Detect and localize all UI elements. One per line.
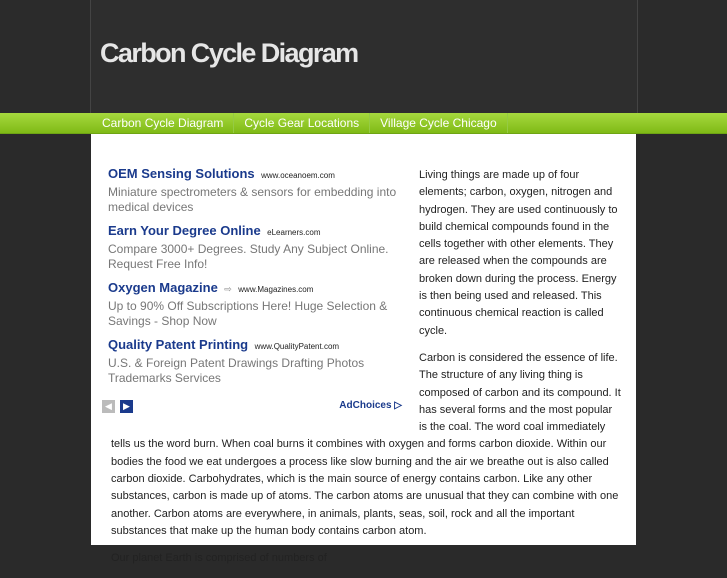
ad-next-arrow-icon[interactable]: ▶ <box>120 400 133 413</box>
content-area <box>91 134 636 565</box>
ad-title-link[interactable]: Quality Patent Printing <box>108 337 249 352</box>
article-paragraph: Our planet Earth is comprised of numbers of <box>111 552 327 565</box>
ad-description[interactable]: Compare 3000+ Degrees. Study Any Subject Online. Request Free Info! <box>108 242 389 271</box>
article-paragraph: Living things are made up of four elements; carbon, oxygen, nitrogen and hydrogen. They are used continuously to build chemical compounds found in the cells together with other elements. They are released when the compounds are broken down during the process. Energy is then being used and released. This continuous chemical reaction is called cycle. <box>419 169 618 337</box>
ad-title-link[interactable]: Earn Your Degree Online <box>108 223 261 238</box>
ad-float-spacer <box>111 167 419 425</box>
site-title[interactable]: Carbon Cycle Diagram <box>100 38 358 68</box>
nav-list <box>92 113 508 133</box>
ad-domain[interactable]: www.Magazines.com <box>238 285 314 294</box>
header <box>0 0 727 113</box>
ad-prev-arrow-icon[interactable]: ◀ <box>102 400 115 413</box>
ad-domain[interactable]: www.QualityPatent.com <box>254 342 340 351</box>
ad-domain[interactable]: eLearners.com <box>267 228 321 237</box>
ad-description[interactable]: U.S. & Foreign Patent Drawings Drafting Photos Trademarks Services <box>108 356 365 385</box>
ad-description[interactable]: Miniature spectrometers & sensors for embedding into medical devices <box>108 185 397 214</box>
nav-bar <box>0 113 727 134</box>
ad-title-link[interactable]: OEM Sensing Solutions <box>108 166 255 181</box>
ad-description[interactable]: Up to 90% Off Subscriptions Here! Huge Selection & Savings - Shop Now <box>108 299 388 328</box>
ad-title-link[interactable]: Oxygen Magazine <box>108 280 218 295</box>
article-body <box>111 167 623 578</box>
nav-item-cycle-gear-locations[interactable]: Cycle Gear Locations <box>234 113 370 133</box>
nav-item-village-cycle-chicago[interactable]: Village Cycle Chicago <box>370 113 508 133</box>
ad-domain[interactable]: www.oceanoem.com <box>261 171 335 180</box>
article-paragraph: Carbon is considered the essence of life. The structure of any living thing is composed of carbon and its compound. It has several forms and the most popular is the coal. The word coal immediately tells us the word burn. When coal burns it combines with oxygen and forms carbon dioxide. Within our bodies the food we eat undergoes a process like slow burning and the air we breathe out is also called carbon dioxide. Carbohydrates, which is the main source of energy contains carbon. Like any other substances, carbon is made up of atoms. The carbon atoms are unusual that they can combine with one another. Carbon atoms are everywhere, in animals, plants, seas, soil, rock and all the important substances that make up the human body contains carbon atom. <box>111 351 621 537</box>
adchoices-link[interactable]: AdChoices ▷ <box>339 400 402 411</box>
nav-item-carbon-cycle-diagram[interactable]: Carbon Cycle Diagram <box>92 113 234 133</box>
ad-redirect-icon: ⇨ <box>224 284 232 294</box>
